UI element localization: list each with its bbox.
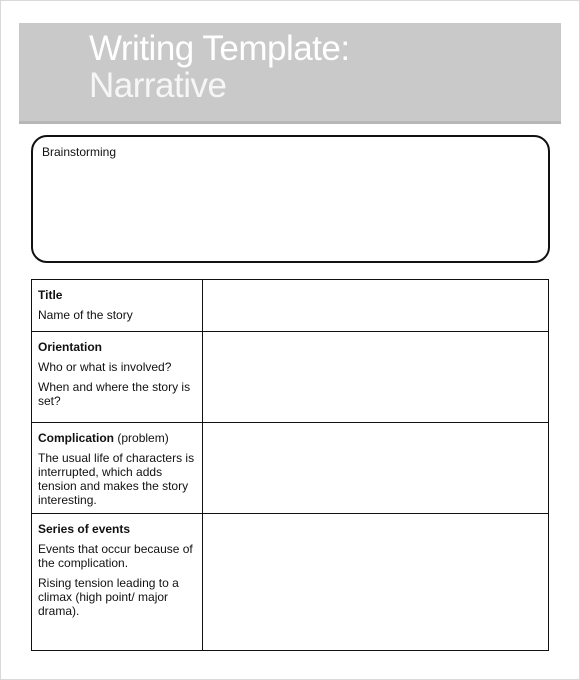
answer-cell-title[interactable] [203, 280, 549, 332]
table-row-complication [32, 423, 549, 514]
table-row-series-of-events [32, 514, 549, 651]
answer-cell-complication[interactable] [203, 423, 549, 514]
section-heading-title: Title [38, 288, 63, 302]
narrative-table [31, 279, 549, 651]
answer-cell-series-of-events[interactable] [203, 514, 549, 651]
header-banner [19, 23, 561, 124]
label-cell-series-of-events [32, 514, 203, 651]
section-prompt: Who or what is involved? [38, 360, 172, 374]
section-heading-complication: Complication [38, 431, 115, 445]
brainstorming-box[interactable] [31, 135, 550, 263]
label-cell-complication [32, 423, 203, 514]
section-prompt: Events that occur because of the complication. [38, 542, 193, 570]
answer-cell-orientation[interactable] [203, 332, 549, 423]
page-title: Writing Template: [89, 29, 350, 68]
section-prompt: When and where the story is set? [38, 380, 191, 408]
table-row-title [32, 280, 549, 332]
section-heading-orientation: Orientation [38, 340, 103, 354]
section-prompt: Rising tension leading to a climax (high point/ major drama). [38, 576, 179, 618]
label-cell-title [32, 280, 203, 332]
table-row-orientation [32, 332, 549, 423]
section-heading-series-of-events: Series of events [38, 522, 131, 536]
section-prompt: Name of the story [38, 308, 133, 322]
page-subtitle: Narrative [89, 66, 227, 105]
brainstorming-label: Brainstorming [42, 145, 117, 159]
label-cell-orientation [32, 332, 203, 423]
section-qualifier-complication: (problem) [114, 431, 169, 445]
section-prompt: The usual life of characters is interrupted, which adds tension and makes the story interesting. [38, 451, 195, 507]
